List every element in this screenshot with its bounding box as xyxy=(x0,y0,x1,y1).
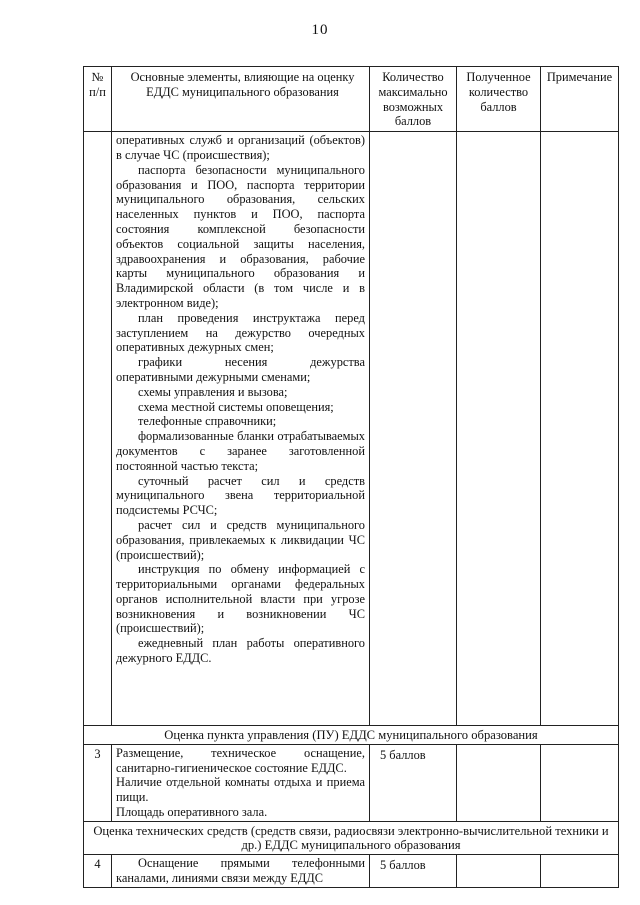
list-item: графики несения дежурства оперативными дежурными сменами; xyxy=(116,355,365,384)
section-row-tech xyxy=(84,821,619,854)
page-number: 10 xyxy=(311,22,329,38)
list-item: суточный расчет сил и средств муниципального звена территориальной подсистемы РСЧС; xyxy=(116,473,365,518)
cell-max-empty xyxy=(370,132,457,726)
header-elements: Основные элементы, влияющие на оценку ЕДДС муниципального образования xyxy=(112,67,370,132)
row-number: 3 xyxy=(84,744,112,821)
row-3-text xyxy=(112,744,370,821)
row-3-score: 5 баллов xyxy=(370,744,457,821)
header-num: № п/п xyxy=(84,67,112,132)
row-3-line: Размещение, техническое оснащение, санитарно-гигиеническое состояние ЕДДС. xyxy=(116,745,365,775)
header-note: Примечание xyxy=(541,67,619,132)
list-item: телефонные справочники; xyxy=(138,414,277,429)
list-item: инструкция по обмену информацией с территориальными органами федеральных органов исполнительной власти при угрозе возникновения и возникновении ЧС (происшествий); xyxy=(116,562,365,636)
section-row-pu xyxy=(84,726,619,745)
header-max-score: Количество максимально возможных баллов xyxy=(370,67,457,132)
table-row-3 xyxy=(84,744,619,821)
table-row-continuation xyxy=(84,132,619,726)
section-title-pu: Оценка пункта управления (ПУ) ЕДДС муниципального образования xyxy=(84,726,619,745)
row-4-line: Оснащение прямыми телефонными каналами, линиями связи между ЕДДС xyxy=(116,855,365,885)
row-number: 4 xyxy=(84,854,112,887)
evaluation-table xyxy=(83,66,619,888)
list-item: формализованные бланки отрабатываемых документов с заранее заготовленной постоянной частью текста; xyxy=(116,429,365,473)
section-title-tech: Оценка технических средств (средств связи, радиосвязи электронно-вычислительной техники и др.) ЕДДС муниципального образования xyxy=(84,821,619,854)
row-4-received xyxy=(457,854,541,887)
table-header-row xyxy=(84,67,619,132)
row-4-note xyxy=(541,854,619,887)
list-item: схема местной системы оповещения; xyxy=(138,399,334,414)
row-4-text xyxy=(112,854,370,887)
table-row-4 xyxy=(84,854,619,887)
cell-note-empty xyxy=(541,132,619,726)
list-item: план проведения инструктажа перед заступлением на дежурство очередных оперативных дежурных смен; xyxy=(116,310,365,355)
row-3-note xyxy=(541,744,619,821)
row-3-received xyxy=(457,744,541,821)
header-received: Полученное количество баллов xyxy=(457,67,541,132)
list-item: схемы управления и вызова; xyxy=(138,384,288,399)
list-item: ежедневный план работы оперативного дежурного ЕДДС. xyxy=(116,636,365,666)
cell-num-empty xyxy=(84,132,112,726)
row-3-line: Площадь оперативного зала. xyxy=(116,804,268,819)
row-4-score: 5 баллов xyxy=(370,854,457,887)
cell-received-empty xyxy=(457,132,541,726)
list-item: расчет сил и средств муниципального образования, привлекаемых к ликвидации ЧС (происшествий); xyxy=(116,517,365,562)
cell-continuation-text xyxy=(112,132,370,726)
row-3-line: Наличие отдельной комнаты отдыха и приема пищи. xyxy=(116,775,365,805)
list-item: оперативных служб и организаций (объектов) в случае ЧС (происшествия); xyxy=(116,133,365,162)
list-item: паспорта безопасности муниципального образования и ПОО, паспорта территории муниципального образования, сельских населенных пунктов и ПОО, паспорта состояния комплексной безопасности объектов социальной защиты населения, здравоохранения и образования, рабочие карты муниципального образования и Владимирской области (в том числе и в электронном виде); xyxy=(116,162,365,310)
